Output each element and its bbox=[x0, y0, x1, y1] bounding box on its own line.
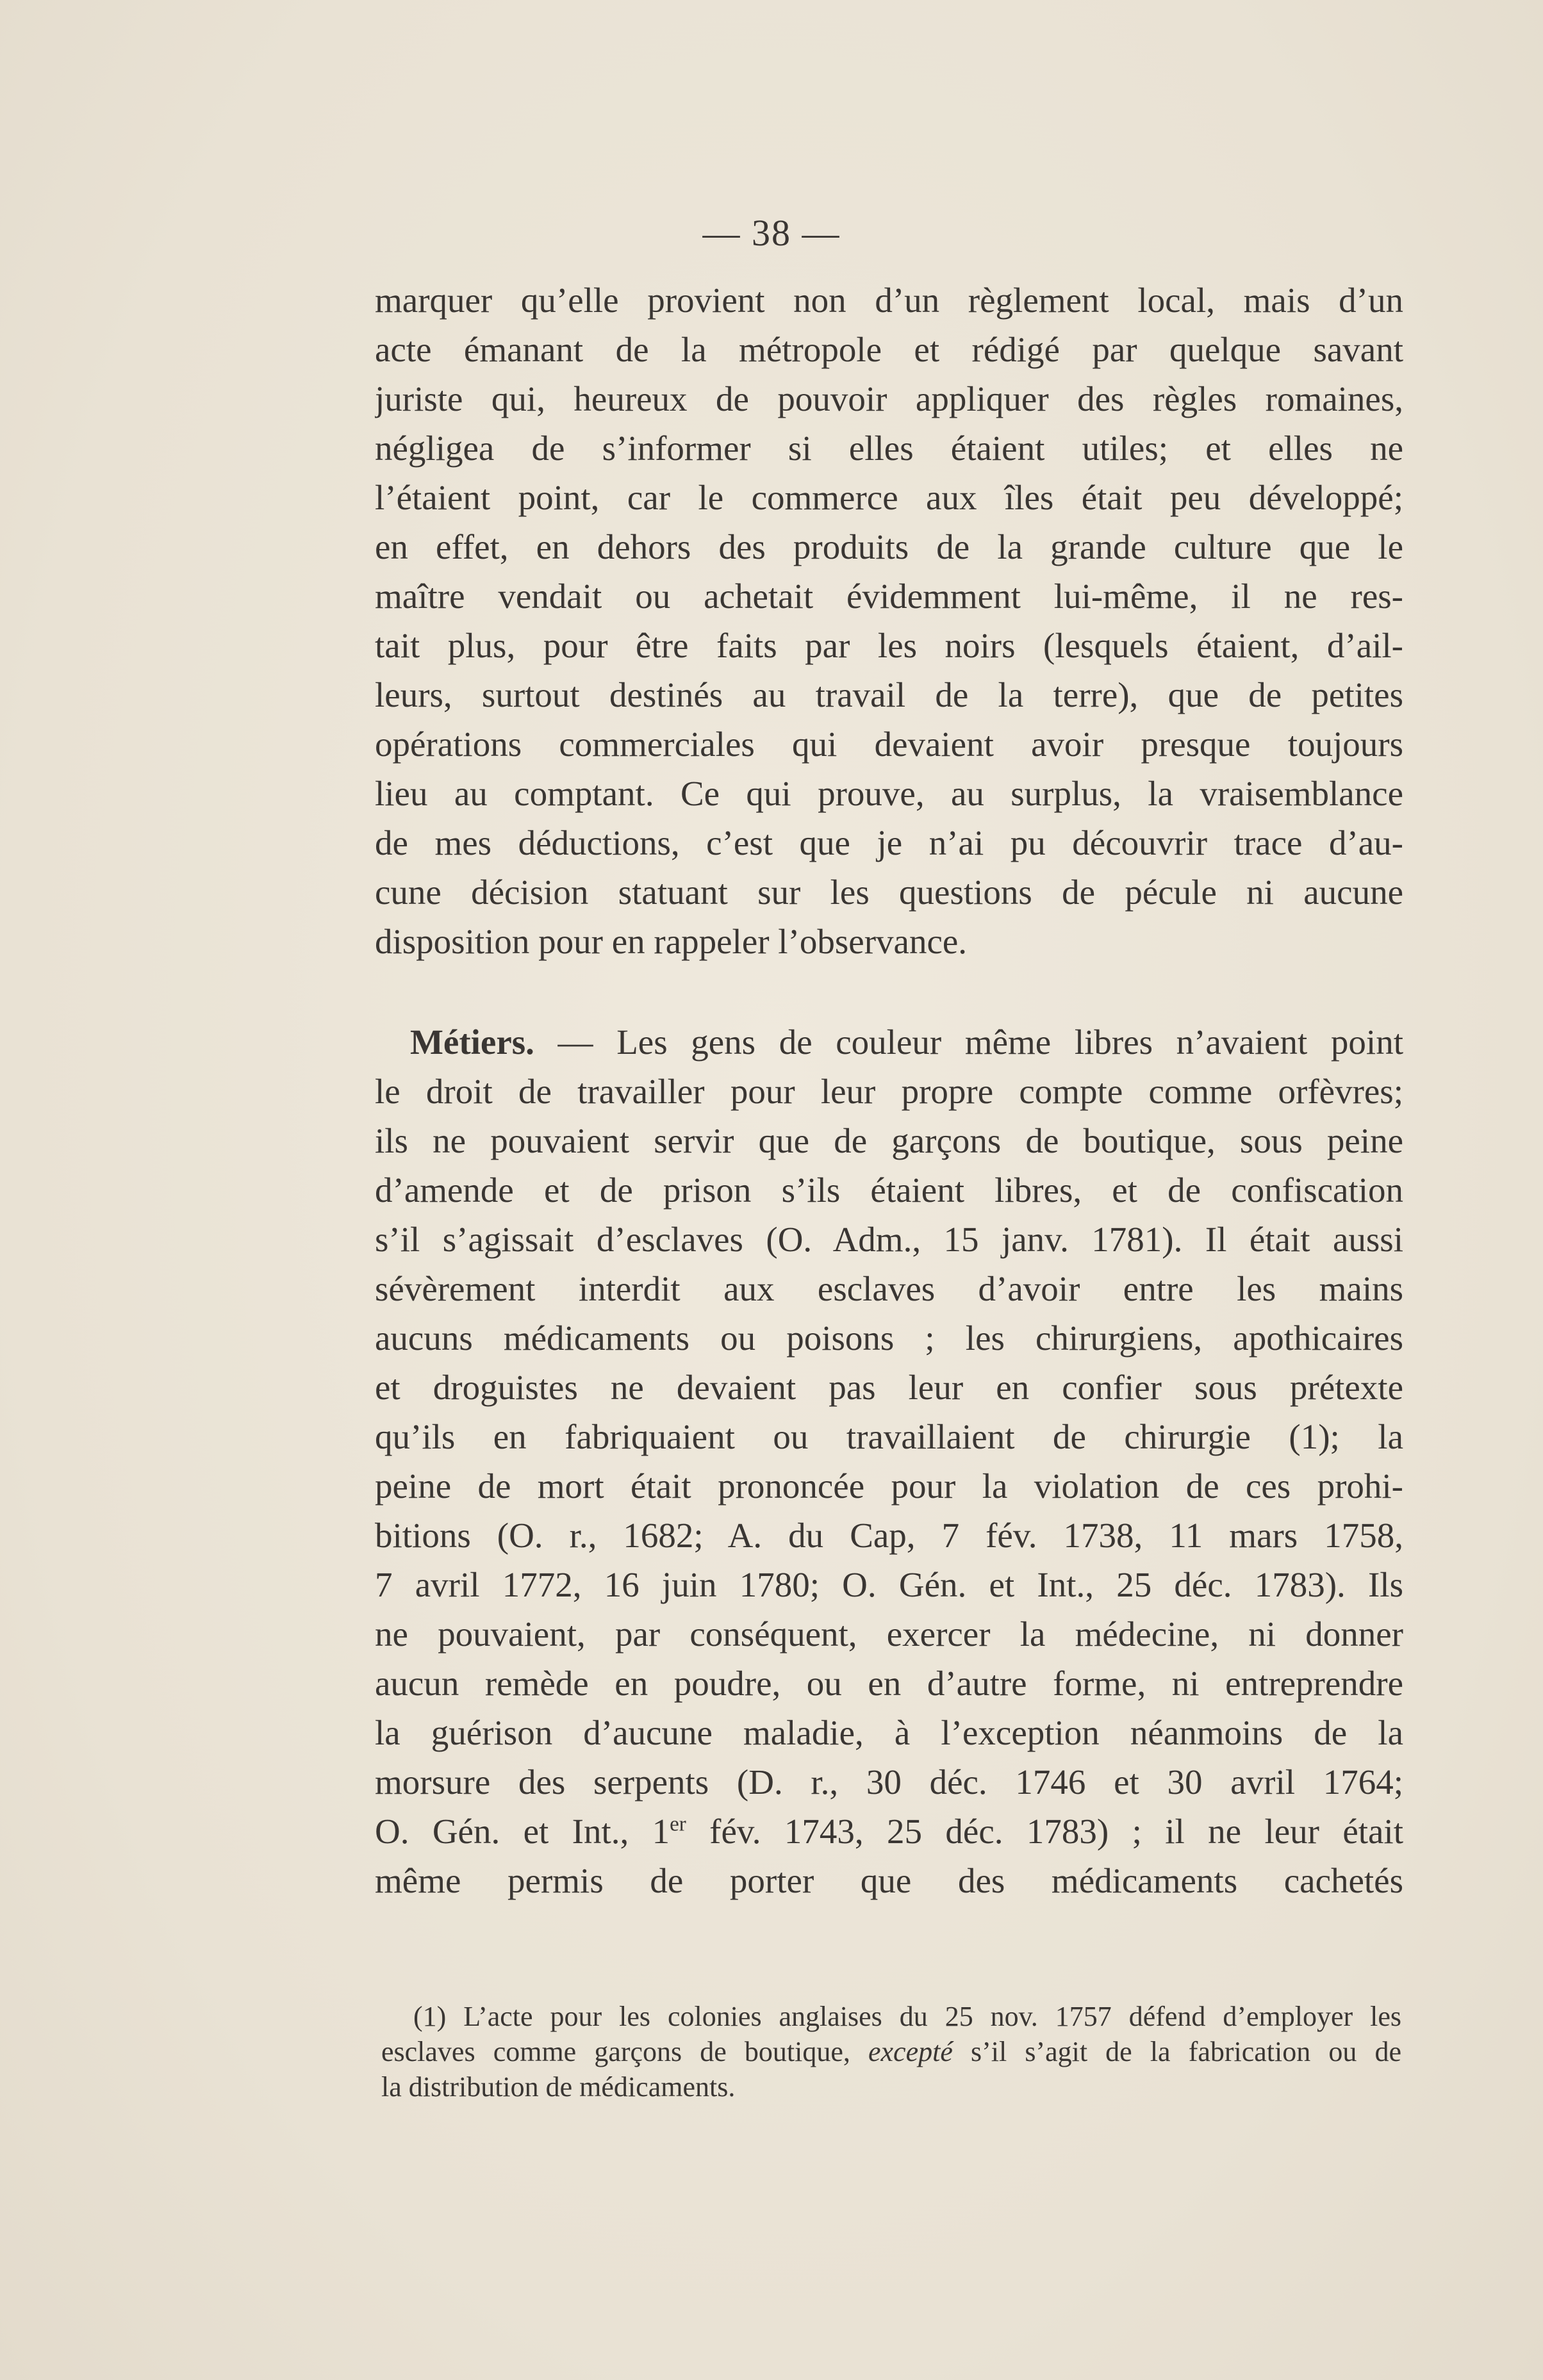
footnote bbox=[381, 1999, 1401, 2105]
section-heading: Métiers. bbox=[410, 1022, 534, 1062]
superscript: er bbox=[670, 1812, 686, 1836]
text-line: aucun remède en poudre, ou en d’autre forme, ni entreprendre bbox=[375, 1664, 1403, 1703]
text-line: opérations commerciales qui devaient avoir presque toujours bbox=[375, 725, 1403, 764]
text-line: en effet, en dehors des produits de la grande culture que le bbox=[375, 527, 1403, 566]
text-line: maître vendait ou achetait évidemment lui-même, il ne res- bbox=[375, 577, 1403, 616]
footnote-line bbox=[381, 2034, 1401, 2069]
heading-line-rest: — Les gens de couleur même libres n’avaient point bbox=[534, 1022, 1403, 1062]
text-line: d’amende et de prison s’ils étaient libres, et de confiscation bbox=[375, 1170, 1403, 1210]
footnote-line: (1) L’acte pour les colonies anglaises du 25 nov. 1757 défend d’employer les bbox=[413, 2001, 1401, 2032]
text-line: aucuns médicaments ou poisons ; les chirurgiens, apothicaires bbox=[375, 1318, 1403, 1358]
page-number: — 38 — bbox=[702, 212, 841, 254]
text-segment: fév. 1743, 25 déc. 1783) ; il ne leur était bbox=[686, 1812, 1403, 1851]
text-line: 7 avril 1772, 16 juin 1780; O. Gén. et Int., 25 déc. 1783). Ils bbox=[375, 1565, 1403, 1604]
text-line-with-superscript bbox=[375, 1807, 1403, 1856]
text-line: ils ne pouvaient servir que de garçons de boutique, sous peine bbox=[375, 1121, 1403, 1160]
text-line: tait plus, pour être faits par les noirs (lesquels étaient, d’ail- bbox=[375, 626, 1403, 665]
text-line: ne pouvaient, par conséquent, exercer la médecine, ni donner bbox=[375, 1614, 1403, 1654]
text-line: la guérison d’aucune maladie, à l’exception néanmoins de la bbox=[375, 1713, 1403, 1752]
text-line: de mes déductions, c’est que je n’ai pu découvrir trace d’au- bbox=[375, 823, 1403, 862]
text-line-heading bbox=[375, 1017, 1403, 1067]
text-line: lieu au comptant. Ce qui prouve, au surplus, la vraisemblance bbox=[375, 774, 1403, 813]
paragraph-pecule bbox=[375, 275, 1403, 966]
text-line: l’étaient point, car le commerce aux îles était peu développé; bbox=[375, 478, 1403, 517]
text-line: sévèrement interdit aux esclaves d’avoir entre les mains bbox=[375, 1269, 1403, 1308]
text-line: peine de mort était prononcée pour la violation de ces prohi- bbox=[375, 1466, 1403, 1506]
paragraph-metiers bbox=[375, 1017, 1403, 1905]
text-line: disposition pour en rappeler l’observance. bbox=[375, 922, 968, 961]
text-segment: O. Gén. et Int., 1 bbox=[375, 1812, 670, 1851]
text-line: même permis de porter que des médicaments cachetés bbox=[375, 1861, 1403, 1900]
text-line: marquer qu’elle provient non d’un règlement local, mais d’un bbox=[375, 281, 1403, 320]
italic-word: excepté bbox=[868, 2036, 953, 2067]
text-segment: s’il s’agit de la fabrication ou de bbox=[952, 2036, 1401, 2067]
text-line: et droguistes ne devaient pas leur en confier sous prétexte bbox=[375, 1368, 1403, 1407]
text-line: cune décision statuant sur les questions de pécule ni aucune bbox=[375, 873, 1403, 912]
text-line: s’il s’agissait d’esclaves (O. Adm., 15 janv. 1781). Il était aussi bbox=[375, 1220, 1403, 1259]
text-line: bitions (O. r., 1682; A. du Cap, 7 fév. 1738, 11 mars 1758, bbox=[375, 1516, 1403, 1555]
text-line: acte émanant de la métropole et rédigé par quelque savant bbox=[375, 330, 1403, 369]
text-segment: esclaves comme garçons de boutique, bbox=[381, 2036, 868, 2067]
text-line: morsure des serpents (D. r., 30 déc. 1746 et 30 avril 1764; bbox=[375, 1762, 1403, 1801]
footnote-line: la distribution de médicaments. bbox=[381, 2071, 736, 2103]
text-line: leurs, surtout destinés au travail de la terre), que de petites bbox=[375, 675, 1403, 714]
text-line: juriste qui, heureux de pouvoir appliquer des règles romaines, bbox=[375, 379, 1403, 418]
text-line: le droit de travailler pour leur propre compte comme orfèvres; bbox=[375, 1072, 1403, 1111]
text-line: qu’ils en fabriquaient ou travaillaient de chirurgie (1); la bbox=[375, 1417, 1403, 1456]
text-line: négligea de s’informer si elles étaient utiles; et elles ne bbox=[375, 429, 1403, 468]
